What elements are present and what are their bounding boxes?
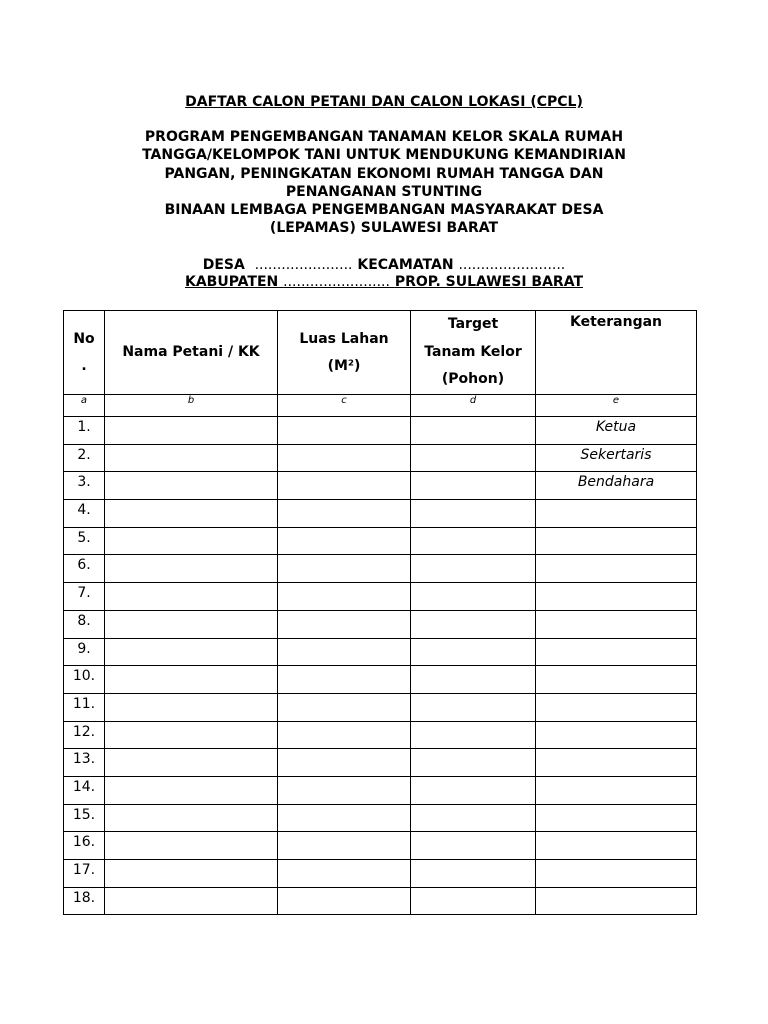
header-keterangan: Keterangan bbox=[536, 311, 697, 395]
program-line: PENANGANAN STUNTING bbox=[285, 183, 483, 200]
cell-keterangan bbox=[536, 666, 697, 694]
header-no-dot: . bbox=[81, 357, 87, 374]
cell-luas-lahan bbox=[278, 444, 411, 472]
cell-keterangan bbox=[536, 832, 697, 860]
cell-target-tanam bbox=[411, 693, 536, 721]
cell-target-tanam bbox=[411, 417, 536, 445]
table-row bbox=[64, 887, 697, 915]
cell-no: 13. bbox=[64, 749, 105, 777]
cell-keterangan bbox=[536, 610, 697, 638]
column-letter: b bbox=[105, 395, 278, 417]
cell-target-tanam bbox=[411, 555, 536, 583]
cell-nama-petani bbox=[105, 583, 278, 611]
cell-luas-lahan bbox=[278, 638, 411, 666]
header-target-text1: Target bbox=[447, 316, 499, 333]
cell-target-tanam bbox=[411, 887, 536, 915]
cell-no: 16. bbox=[64, 832, 105, 860]
program-line: TANGGA/KELOMPOK TANI UNTUK MENDUKUNG KEMANDIRIAN bbox=[142, 147, 626, 164]
cell-nama-petani bbox=[105, 721, 278, 749]
cell-target-tanam bbox=[411, 776, 536, 804]
cell-nama-petani bbox=[105, 776, 278, 804]
cell-target-tanam bbox=[411, 666, 536, 694]
cell-luas-lahan bbox=[278, 583, 411, 611]
column-letter: c bbox=[278, 395, 411, 417]
cpcl-table bbox=[63, 310, 697, 915]
cell-luas-lahan bbox=[278, 527, 411, 555]
program-line: PANGAN, PENINGKATAN EKONOMI RUMAH TANGGA DAN bbox=[164, 165, 604, 182]
cell-no: 18. bbox=[64, 887, 105, 915]
header-target-unit: (Pohon) bbox=[441, 371, 505, 388]
cell-keterangan bbox=[536, 527, 697, 555]
cell-no: 6. bbox=[64, 555, 105, 583]
table-row bbox=[64, 666, 697, 694]
cell-keterangan: Bendahara bbox=[536, 472, 697, 500]
cell-nama-petani bbox=[105, 832, 278, 860]
cell-luas-lahan bbox=[278, 472, 411, 500]
kecamatan-label: KECAMATAN bbox=[357, 257, 454, 273]
cell-nama-petani bbox=[105, 749, 278, 777]
column-letter-row bbox=[64, 395, 697, 417]
cell-no: 8. bbox=[64, 610, 105, 638]
cell-no: 17. bbox=[64, 860, 105, 888]
table-row bbox=[64, 472, 697, 500]
cell-nama-petani bbox=[105, 666, 278, 694]
cell-keterangan bbox=[536, 776, 697, 804]
cell-luas-lahan bbox=[278, 887, 411, 915]
cell-no: 4. bbox=[64, 500, 105, 528]
cell-target-tanam bbox=[411, 500, 536, 528]
cell-keterangan: Sekertaris bbox=[536, 444, 697, 472]
cell-target-tanam bbox=[411, 832, 536, 860]
table-row bbox=[64, 555, 697, 583]
prop-label: PROP. SULAWESI BARAT bbox=[394, 274, 583, 290]
cell-nama-petani bbox=[105, 444, 278, 472]
cell-luas-lahan bbox=[278, 749, 411, 777]
cell-nama-petani bbox=[105, 417, 278, 445]
header-no bbox=[64, 311, 105, 395]
cell-keterangan bbox=[536, 749, 697, 777]
kabupaten-fill-blank: ........................ bbox=[283, 274, 390, 290]
cell-keterangan bbox=[536, 555, 697, 583]
cell-luas-lahan bbox=[278, 417, 411, 445]
cell-no: 9. bbox=[64, 638, 105, 666]
cell-target-tanam bbox=[411, 527, 536, 555]
cell-target-tanam bbox=[411, 804, 536, 832]
cell-luas-lahan bbox=[278, 860, 411, 888]
cell-target-tanam bbox=[411, 610, 536, 638]
desa-fill-blank: ...................... bbox=[254, 257, 353, 273]
header-nama: Nama Petani / KK bbox=[105, 311, 278, 395]
header-luas-unit: (M²) bbox=[327, 357, 361, 374]
table-header-row bbox=[64, 311, 697, 395]
table-row bbox=[64, 776, 697, 804]
cell-luas-lahan bbox=[278, 804, 411, 832]
cell-nama-petani bbox=[105, 638, 278, 666]
cell-nama-petani bbox=[105, 555, 278, 583]
header-target-text2: Tanam Kelor bbox=[424, 343, 522, 360]
cell-target-tanam bbox=[411, 860, 536, 888]
table-row bbox=[64, 638, 697, 666]
cell-no: 11. bbox=[64, 693, 105, 721]
cell-nama-petani bbox=[105, 860, 278, 888]
cell-no: 5. bbox=[64, 527, 105, 555]
program-line: BINAAN LEMBAGA PENGEMBANGAN MASYARAKAT DESA bbox=[164, 202, 604, 219]
table-row bbox=[64, 860, 697, 888]
cell-keterangan bbox=[536, 721, 697, 749]
column-letter: a bbox=[64, 395, 105, 417]
table-row bbox=[64, 444, 697, 472]
cell-target-tanam bbox=[411, 472, 536, 500]
table-row bbox=[64, 500, 697, 528]
cell-keterangan bbox=[536, 638, 697, 666]
table-row bbox=[64, 832, 697, 860]
desa-label: DESA bbox=[202, 257, 245, 273]
column-letter: d bbox=[411, 395, 536, 417]
cell-no: 10. bbox=[64, 666, 105, 694]
cell-no: 14. bbox=[64, 776, 105, 804]
header-target bbox=[411, 311, 536, 395]
cell-luas-lahan bbox=[278, 776, 411, 804]
cell-nama-petani bbox=[105, 610, 278, 638]
cell-keterangan bbox=[536, 887, 697, 915]
cell-luas-lahan bbox=[278, 693, 411, 721]
table-row bbox=[64, 583, 697, 611]
cell-keterangan bbox=[536, 583, 697, 611]
cell-target-tanam bbox=[411, 721, 536, 749]
table-row bbox=[64, 527, 697, 555]
header-no-text: No bbox=[73, 330, 95, 347]
cell-target-tanam bbox=[411, 583, 536, 611]
cell-no: 2. bbox=[64, 444, 105, 472]
table-row bbox=[64, 610, 697, 638]
header-luas bbox=[278, 311, 411, 395]
header-luas-text: Luas Lahan bbox=[299, 330, 389, 347]
cell-luas-lahan bbox=[278, 500, 411, 528]
cell-no: 3. bbox=[64, 472, 105, 500]
cell-luas-lahan bbox=[278, 666, 411, 694]
cell-keterangan: Ketua bbox=[536, 417, 697, 445]
cell-luas-lahan bbox=[278, 721, 411, 749]
cell-no: 12. bbox=[64, 721, 105, 749]
document-title: DAFTAR CALON PETANI DAN CALON LOKASI (CPCL) bbox=[185, 94, 583, 110]
cell-luas-lahan bbox=[278, 832, 411, 860]
cell-no: 15. bbox=[64, 804, 105, 832]
cell-keterangan bbox=[536, 693, 697, 721]
cell-nama-petani bbox=[105, 887, 278, 915]
cell-luas-lahan bbox=[278, 555, 411, 583]
table-row bbox=[64, 417, 697, 445]
cell-nama-petani bbox=[105, 472, 278, 500]
cell-nama-petani bbox=[105, 500, 278, 528]
program-line: PROGRAM PENGEMBANGAN TANAMAN KELOR SKALA RUMAH bbox=[144, 129, 624, 145]
program-description bbox=[100, 128, 668, 238]
location-line-desa bbox=[0, 256, 768, 274]
cell-no: 1. bbox=[64, 417, 105, 445]
cell-target-tanam bbox=[411, 638, 536, 666]
cell-keterangan bbox=[536, 804, 697, 832]
cell-no: 7. bbox=[64, 583, 105, 611]
program-line: (LEPAMAS) SULAWESI BARAT bbox=[269, 220, 499, 237]
column-letter: e bbox=[536, 395, 697, 417]
cell-keterangan bbox=[536, 860, 697, 888]
table-row bbox=[64, 721, 697, 749]
cell-target-tanam bbox=[411, 444, 536, 472]
cell-luas-lahan bbox=[278, 610, 411, 638]
cell-target-tanam bbox=[411, 749, 536, 777]
cell-keterangan bbox=[536, 500, 697, 528]
table-row bbox=[64, 804, 697, 832]
location-line-kabupaten bbox=[0, 273, 768, 291]
kabupaten-label: KABUPATEN bbox=[184, 274, 279, 290]
table-row bbox=[64, 749, 697, 777]
kecamatan-fill-blank: ........................ bbox=[458, 257, 566, 273]
table-row bbox=[64, 693, 697, 721]
cell-nama-petani bbox=[105, 693, 278, 721]
cell-nama-petani bbox=[105, 804, 278, 832]
cell-nama-petani bbox=[105, 527, 278, 555]
